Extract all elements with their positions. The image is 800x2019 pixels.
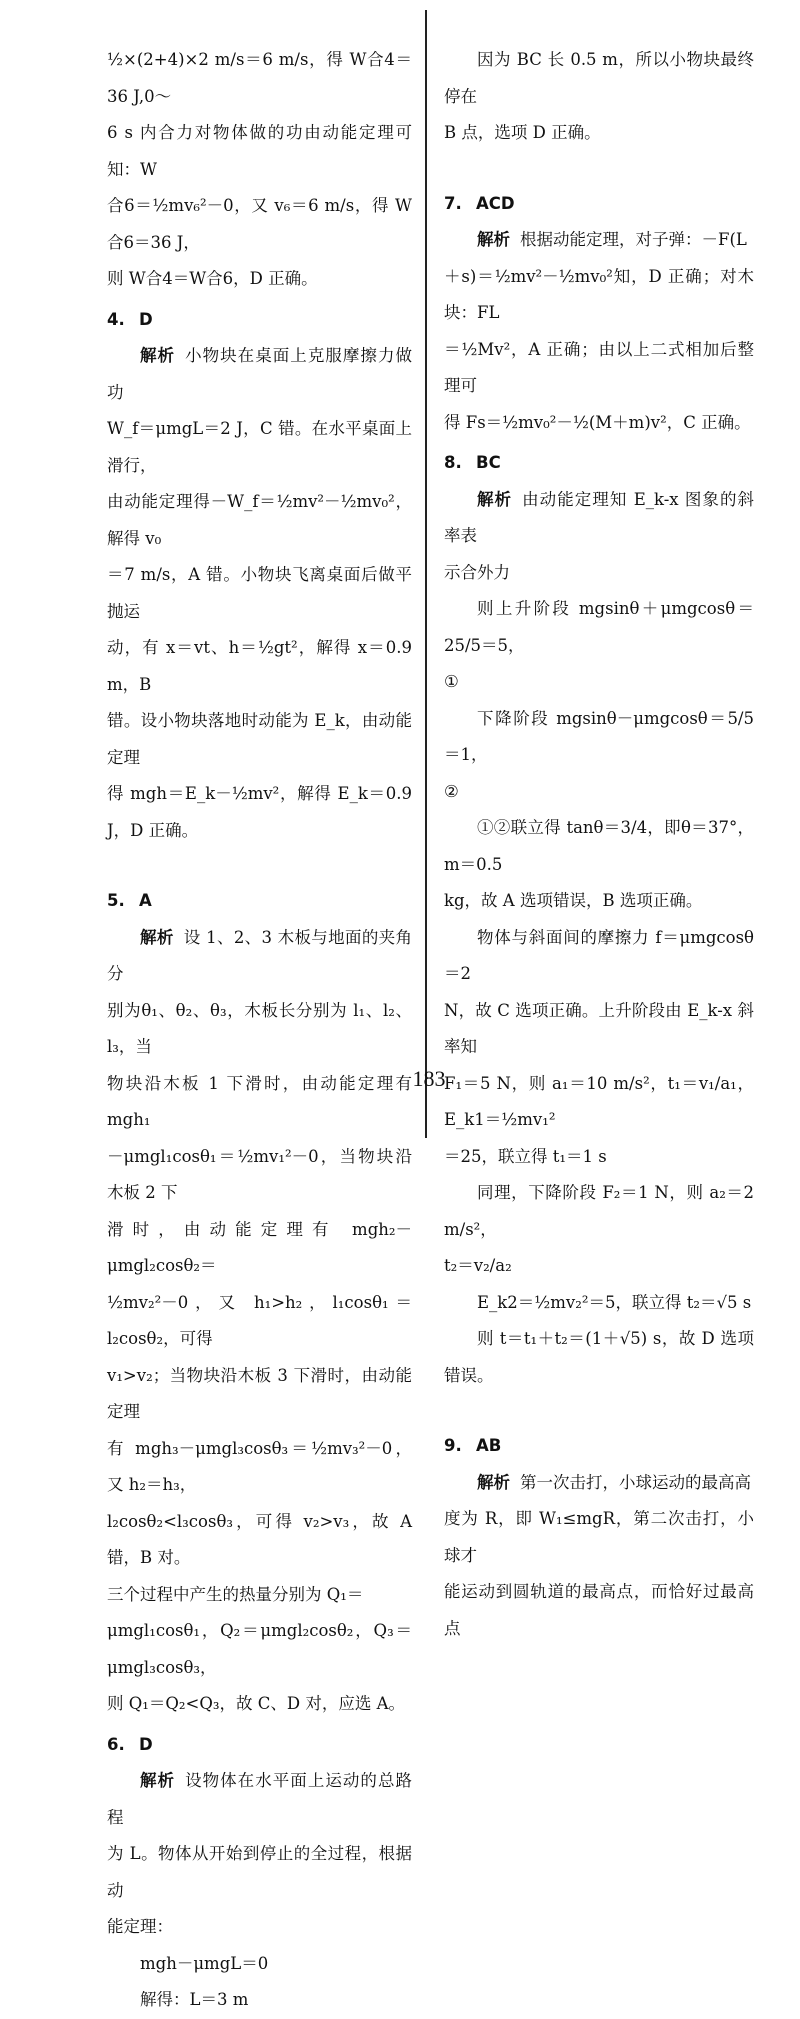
question-5-header <box>107 883 412 920</box>
question-6-header <box>107 1727 412 1764</box>
text-line: 得 Fs＝½mv₀²－½(M＋m)v²，C 正确。 <box>444 412 751 432</box>
text-line: 由动能定理得－W_f＝½mv²－½mv₀²，解得 v₀ <box>107 492 412 548</box>
text-line: F₁＝5 N，则 a₁＝10 m/s²，t₁＝v₁/a₁，E_k1＝½mv₁² <box>444 1073 754 1129</box>
text-span: 设 1、2、3 木板与地面的夹角分 <box>107 927 413 983</box>
text-line: 错。设小物块落地时动能为 E_k，由动能定理 <box>107 711 412 767</box>
equation-line: 则上升阶段 mgsinθ＋μmgcosθ＝25/5＝5， <box>444 599 754 655</box>
text-line: 三个过程中产生的热量分别为 Q₁＝ <box>107 1584 364 1604</box>
question-9-header <box>444 1428 754 1465</box>
analysis-label: 解析 <box>477 230 510 249</box>
text-line: t₂＝v₂/a₂ <box>444 1256 512 1275</box>
equation-line: 解得：L＝3 m <box>140 1990 249 2009</box>
analysis-line <box>444 222 754 259</box>
question-answer: AB <box>476 1436 502 1455</box>
question-answer: BC <box>476 453 501 472</box>
text-line: E_k2＝½mv₂²＝5，联立得 t₂＝√5 s <box>477 1292 752 1312</box>
text-line: ＝7 m/s，A 错。小物块飞离桌面后做平抛运 <box>107 565 412 621</box>
question-answer: A <box>139 891 152 910</box>
text-line: 有 mgh₃－μmgl₃cosθ₃＝½mv₃²－0，又 h₂＝h₃， <box>107 1438 412 1494</box>
text-line: 为 L。物体从开始到停止的全过程，根据动 <box>107 1844 412 1900</box>
text-span: 根据动能定理，对子弹：－F(L <box>520 230 747 249</box>
left-column <box>107 42 412 2019</box>
right-column <box>444 42 754 1647</box>
analysis-label: 解析 <box>140 346 176 365</box>
analysis-label: 解析 <box>477 1472 510 1492</box>
text-line: 能定理： <box>107 1917 173 1936</box>
text-line: l₂cosθ₂<l₃cosθ₃，可得 v₂>v₃，故 A 错，B 对。 <box>107 1511 412 1567</box>
text-line: －μmgl₁cosθ₁＝½mv₁²－0，当物块沿木板 2 下 <box>107 1146 412 1202</box>
text-span: 第一次击打，小球运动的最高高 <box>520 1472 751 1492</box>
analysis-label: 解析 <box>477 489 513 509</box>
equation-marker: ② <box>444 781 459 801</box>
text-line: ½mv₂²－0，又 h₁>h₂，l₁cosθ₁＝l₂cosθ₂，可得 <box>107 1292 412 1348</box>
column-divider <box>425 10 427 1138</box>
question-7-header <box>444 186 754 223</box>
text-line: kg，故 A 选项错误，B 选项正确。 <box>444 891 703 910</box>
question-number: 6. <box>107 1734 125 1754</box>
text-line: 别为θ₁、θ₂、θ₃，木板长分别为 l₁、l₂、l₃，当 <box>107 1000 412 1056</box>
equation-line: mgh－μmgL＝0 <box>140 1953 269 1973</box>
analysis-line <box>107 1763 412 1836</box>
spacer <box>444 1394 754 1424</box>
text-line: ＝½Mv²，A 正确；由以上二式相加后整理可 <box>444 339 754 395</box>
text-line: 则 Q₁＝Q₂<Q₃，故 C、D 对，应选 A。 <box>107 1694 405 1713</box>
text-line: B 点，选项 D 正确。 <box>444 123 601 142</box>
equation-marker: ① <box>444 672 459 691</box>
equation-line: 下降阶段 mgsinθ－μmgcosθ＝5/5＝1， <box>444 708 754 764</box>
text-line: 物体与斜面间的摩擦力 f＝μmgcosθ＝2 <box>444 927 754 983</box>
text-line: 物块沿木板 1 下滑时，由动能定理有 mgh₁ <box>107 1073 412 1129</box>
text-line: 则 W合4＝W合6，D 正确。 <box>107 269 318 288</box>
text-line: 同理，下降阶段 F₂＝1 N，则 a₂＝2 m/s²， <box>444 1183 754 1239</box>
text-span: 小物块在桌面上克服摩擦力做功 <box>107 346 413 402</box>
analysis-line <box>444 1465 754 1502</box>
analysis-label: 解析 <box>140 1771 176 1790</box>
analysis-line <box>107 338 412 411</box>
text-line: 则 t＝t₁＋t₂＝(1＋√5) s，故 D 选项错误。 <box>444 1329 754 1385</box>
text-line: 因为 BC 长 0.5 m，所以小物块最终停在 <box>444 50 754 106</box>
text-line: ＋s)＝½mv²－½mv₀²知，D 正确；对木块：FL <box>444 266 754 322</box>
spacer <box>444 152 754 182</box>
question-number: 9. <box>444 1436 462 1455</box>
question-8-header <box>444 445 754 482</box>
text-line: W_f＝μmgL＝2 J，C 错。在水平桌面上滑行， <box>107 419 412 475</box>
text-span: 设物体在水平面上运动的总路程 <box>107 1771 413 1827</box>
question-number: 5. <box>107 891 125 910</box>
text-line: 示合外力 <box>444 562 510 582</box>
analysis-label: 解析 <box>140 927 174 947</box>
text-line: 得 mgh＝E_k－½mv²，解得 E_k＝0.9 J，D 正确。 <box>107 784 412 840</box>
question-number: 4. <box>107 309 125 329</box>
text-line: 6 s 内合力对物体做的功由动能定理可知：W <box>107 123 412 179</box>
question-answer: D <box>139 309 153 329</box>
analysis-line <box>107 920 412 993</box>
text-line: 滑时，由动能定理有 mgh₂－μmgl₂cosθ₂＝ <box>107 1219 412 1275</box>
text-line: ½×(2+4)×2 m/s＝6 m/s，得 W合4＝36 J,0～ <box>107 50 412 106</box>
text-line: μmgl₁cosθ₁，Q₂＝μmgl₂cosθ₂，Q₃＝μmgl₃cosθ₃， <box>107 1621 412 1677</box>
question-4-header <box>107 302 412 339</box>
text-line: ①②联立得 tanθ＝3/4，即θ＝37°，m＝0.5 <box>444 818 754 874</box>
question-number: 8. <box>444 453 462 472</box>
text-span: 由动能定理知 E_k-x 图象的斜率表 <box>444 489 755 545</box>
text-line: v₁>v₂；当物块沿木板 3 下滑时，由动能定理 <box>107 1365 412 1421</box>
page-number: 183 <box>412 1066 446 1091</box>
question-answer: ACD <box>476 193 515 213</box>
spacer <box>107 849 412 879</box>
text-line: 动，有 x＝vt、h＝½gt²，解得 x＝0.9 m，B <box>107 638 412 694</box>
text-line: ＝25，联立得 t₁＝1 s <box>444 1146 607 1166</box>
question-answer: D <box>139 1734 153 1754</box>
question-number: 7. <box>444 193 462 213</box>
text-line: 能运动到圆轨道的最高点，而恰好过最高点 <box>444 1582 754 1638</box>
text-line: 合6＝½mv₆²－0，又 v₆＝6 m/s，得 W合6＝36 J， <box>107 196 412 252</box>
text-line: N，故 C 选项正确。上升阶段由 E_k-x 斜率知 <box>444 1000 754 1056</box>
analysis-line <box>444 482 754 555</box>
text-line: 度为 R，即 W₁≤mgR，第二次击打，小球才 <box>444 1509 754 1565</box>
